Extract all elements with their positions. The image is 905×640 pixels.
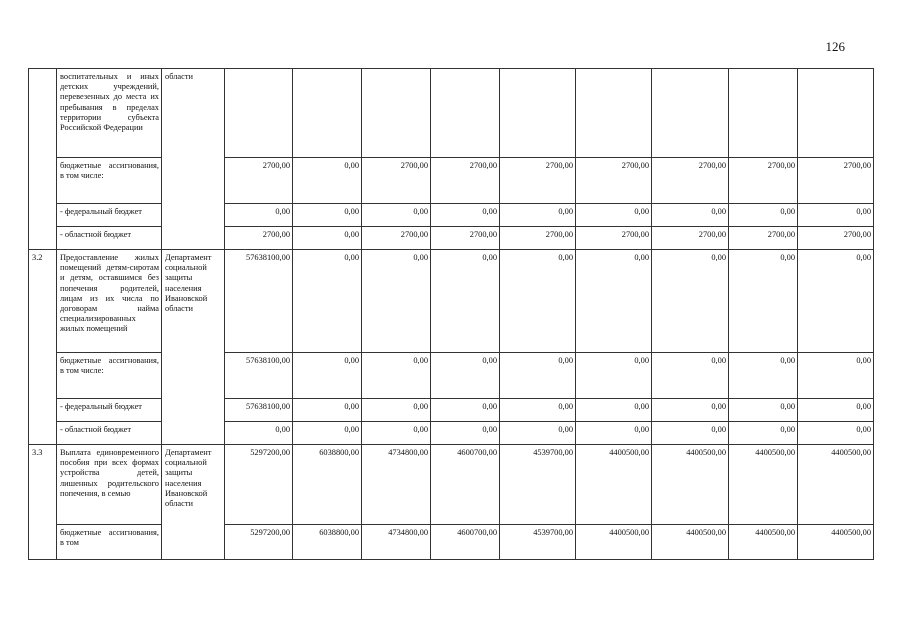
- description-cell: бюджетные ассигнования, в том: [57, 525, 162, 560]
- value-cell: 0,00: [293, 227, 362, 250]
- value-cell: 0,00: [652, 250, 729, 353]
- description-cell: Выплата единовременного пособия при всех формах устройства детей, лишенных родительского попечения, в семью: [57, 445, 162, 525]
- value-cell: 0,00: [500, 204, 576, 227]
- value-cell: 2700,00: [729, 227, 798, 250]
- value-cell: 4600700,00: [431, 445, 500, 525]
- value-cell: 4600700,00: [431, 525, 500, 560]
- value-cell: 0,00: [798, 422, 874, 445]
- value-cell: 0,00: [798, 399, 874, 422]
- page-number: 126: [825, 39, 845, 54]
- value-cell: 0,00: [362, 204, 431, 227]
- description-cell: - областной бюджет: [57, 422, 162, 445]
- value-cell: 0,00: [431, 204, 500, 227]
- row-number-cell: 3.2: [29, 250, 57, 445]
- value-cell: [362, 69, 431, 158]
- value-cell: 0,00: [576, 422, 652, 445]
- value-cell: [798, 69, 874, 158]
- value-cell: 2700,00: [225, 158, 293, 204]
- value-cell: 5297200,00: [225, 445, 293, 525]
- value-cell: 0,00: [652, 353, 729, 399]
- executor-cell: области: [162, 69, 225, 250]
- description-cell: Предоставление жилых помещений детям-сиротам и детям, оставшимся без попечения родителей, лицам из их числа по договорам найма специализированных жилых помещений: [57, 250, 162, 353]
- description-cell: - федеральный бюджет: [57, 399, 162, 422]
- value-cell: 4400500,00: [798, 525, 874, 560]
- value-cell: 57638100,00: [225, 399, 293, 422]
- value-cell: 0,00: [293, 399, 362, 422]
- value-cell: 0,00: [362, 422, 431, 445]
- value-cell: 4539700,00: [500, 525, 576, 560]
- value-cell: 0,00: [729, 250, 798, 353]
- row-number-cell: 3.3: [29, 445, 57, 560]
- value-cell: [431, 69, 500, 158]
- table-row: [29, 204, 874, 227]
- value-cell: 2700,00: [729, 158, 798, 204]
- value-cell: [293, 69, 362, 158]
- value-cell: 4734800,00: [362, 525, 431, 560]
- executor-cell: Департамент социальной защиты населения Ивановской области: [162, 250, 225, 445]
- value-cell: 57638100,00: [225, 250, 293, 353]
- description-cell: - федеральный бюджет: [57, 204, 162, 227]
- value-cell: 0,00: [431, 250, 500, 353]
- executor-cell: Департамент социальной защиты населения Ивановской области: [162, 445, 225, 560]
- value-cell: 0,00: [729, 204, 798, 227]
- value-cell: 0,00: [652, 399, 729, 422]
- value-cell: 2700,00: [798, 227, 874, 250]
- value-cell: 0,00: [576, 250, 652, 353]
- value-cell: 4400500,00: [729, 525, 798, 560]
- value-cell: 2700,00: [652, 227, 729, 250]
- value-cell: 0,00: [431, 399, 500, 422]
- value-cell: 0,00: [652, 422, 729, 445]
- value-cell: 0,00: [500, 399, 576, 422]
- value-cell: 0,00: [362, 250, 431, 353]
- value-cell: 0,00: [729, 422, 798, 445]
- value-cell: 5297200,00: [225, 525, 293, 560]
- value-cell: 2700,00: [576, 158, 652, 204]
- value-cell: 0,00: [293, 158, 362, 204]
- value-cell: 4400500,00: [576, 445, 652, 525]
- value-cell: 2700,00: [798, 158, 874, 204]
- value-cell: 2700,00: [576, 227, 652, 250]
- value-cell: 2700,00: [431, 227, 500, 250]
- value-cell: 0,00: [652, 204, 729, 227]
- value-cell: 2700,00: [652, 158, 729, 204]
- value-cell: 0,00: [293, 204, 362, 227]
- value-cell: 0,00: [576, 353, 652, 399]
- table-row: [29, 445, 874, 525]
- value-cell: 0,00: [225, 422, 293, 445]
- value-cell: 0,00: [362, 399, 431, 422]
- value-cell: 0,00: [500, 250, 576, 353]
- value-cell: 0,00: [293, 250, 362, 353]
- value-cell: 2700,00: [362, 227, 431, 250]
- value-cell: 6038800,00: [293, 445, 362, 525]
- value-cell: 0,00: [500, 422, 576, 445]
- value-cell: 2700,00: [362, 158, 431, 204]
- value-cell: 0,00: [576, 204, 652, 227]
- description-cell: - областной бюджет: [57, 227, 162, 250]
- value-cell: 2700,00: [500, 158, 576, 204]
- value-cell: 4400500,00: [652, 445, 729, 525]
- value-cell: 4734800,00: [362, 445, 431, 525]
- value-cell: [500, 69, 576, 158]
- value-cell: 4539700,00: [500, 445, 576, 525]
- description-cell: бюджетные ассигнования, в том числе:: [57, 158, 162, 204]
- table-row: [29, 353, 874, 399]
- value-cell: 2700,00: [431, 158, 500, 204]
- value-cell: 4400500,00: [798, 445, 874, 525]
- value-cell: 0,00: [729, 353, 798, 399]
- value-cell: [729, 69, 798, 158]
- description-cell: воспитательных и иных детских учреждений, перевезенных до места их пребывания в пределах территории субъекта Российской Федерации: [57, 69, 162, 158]
- value-cell: [576, 69, 652, 158]
- value-cell: 0,00: [362, 353, 431, 399]
- value-cell: 4400500,00: [652, 525, 729, 560]
- value-cell: 0,00: [576, 399, 652, 422]
- value-cell: 6038800,00: [293, 525, 362, 560]
- value-cell: [225, 69, 293, 158]
- table-row: [29, 525, 874, 560]
- row-number-cell: [29, 69, 57, 250]
- value-cell: 0,00: [798, 204, 874, 227]
- value-cell: 0,00: [798, 353, 874, 399]
- value-cell: 2700,00: [225, 227, 293, 250]
- value-cell: 0,00: [293, 353, 362, 399]
- value-cell: 0,00: [431, 422, 500, 445]
- value-cell: 2700,00: [500, 227, 576, 250]
- budget-table: [28, 68, 874, 560]
- table-row: [29, 69, 874, 158]
- table-row: [29, 422, 874, 445]
- value-cell: 57638100,00: [225, 353, 293, 399]
- table-row: [29, 399, 874, 422]
- value-cell: 0,00: [798, 250, 874, 353]
- value-cell: 4400500,00: [729, 445, 798, 525]
- value-cell: 4400500,00: [576, 525, 652, 560]
- value-cell: 0,00: [293, 422, 362, 445]
- table-row: [29, 250, 874, 353]
- value-cell: 0,00: [431, 353, 500, 399]
- value-cell: [652, 69, 729, 158]
- value-cell: 0,00: [500, 353, 576, 399]
- value-cell: 0,00: [729, 399, 798, 422]
- value-cell: 0,00: [225, 204, 293, 227]
- description-cell: бюджетные ассигнования, в том числе:: [57, 353, 162, 399]
- table-row: [29, 158, 874, 204]
- table-row: [29, 227, 874, 250]
